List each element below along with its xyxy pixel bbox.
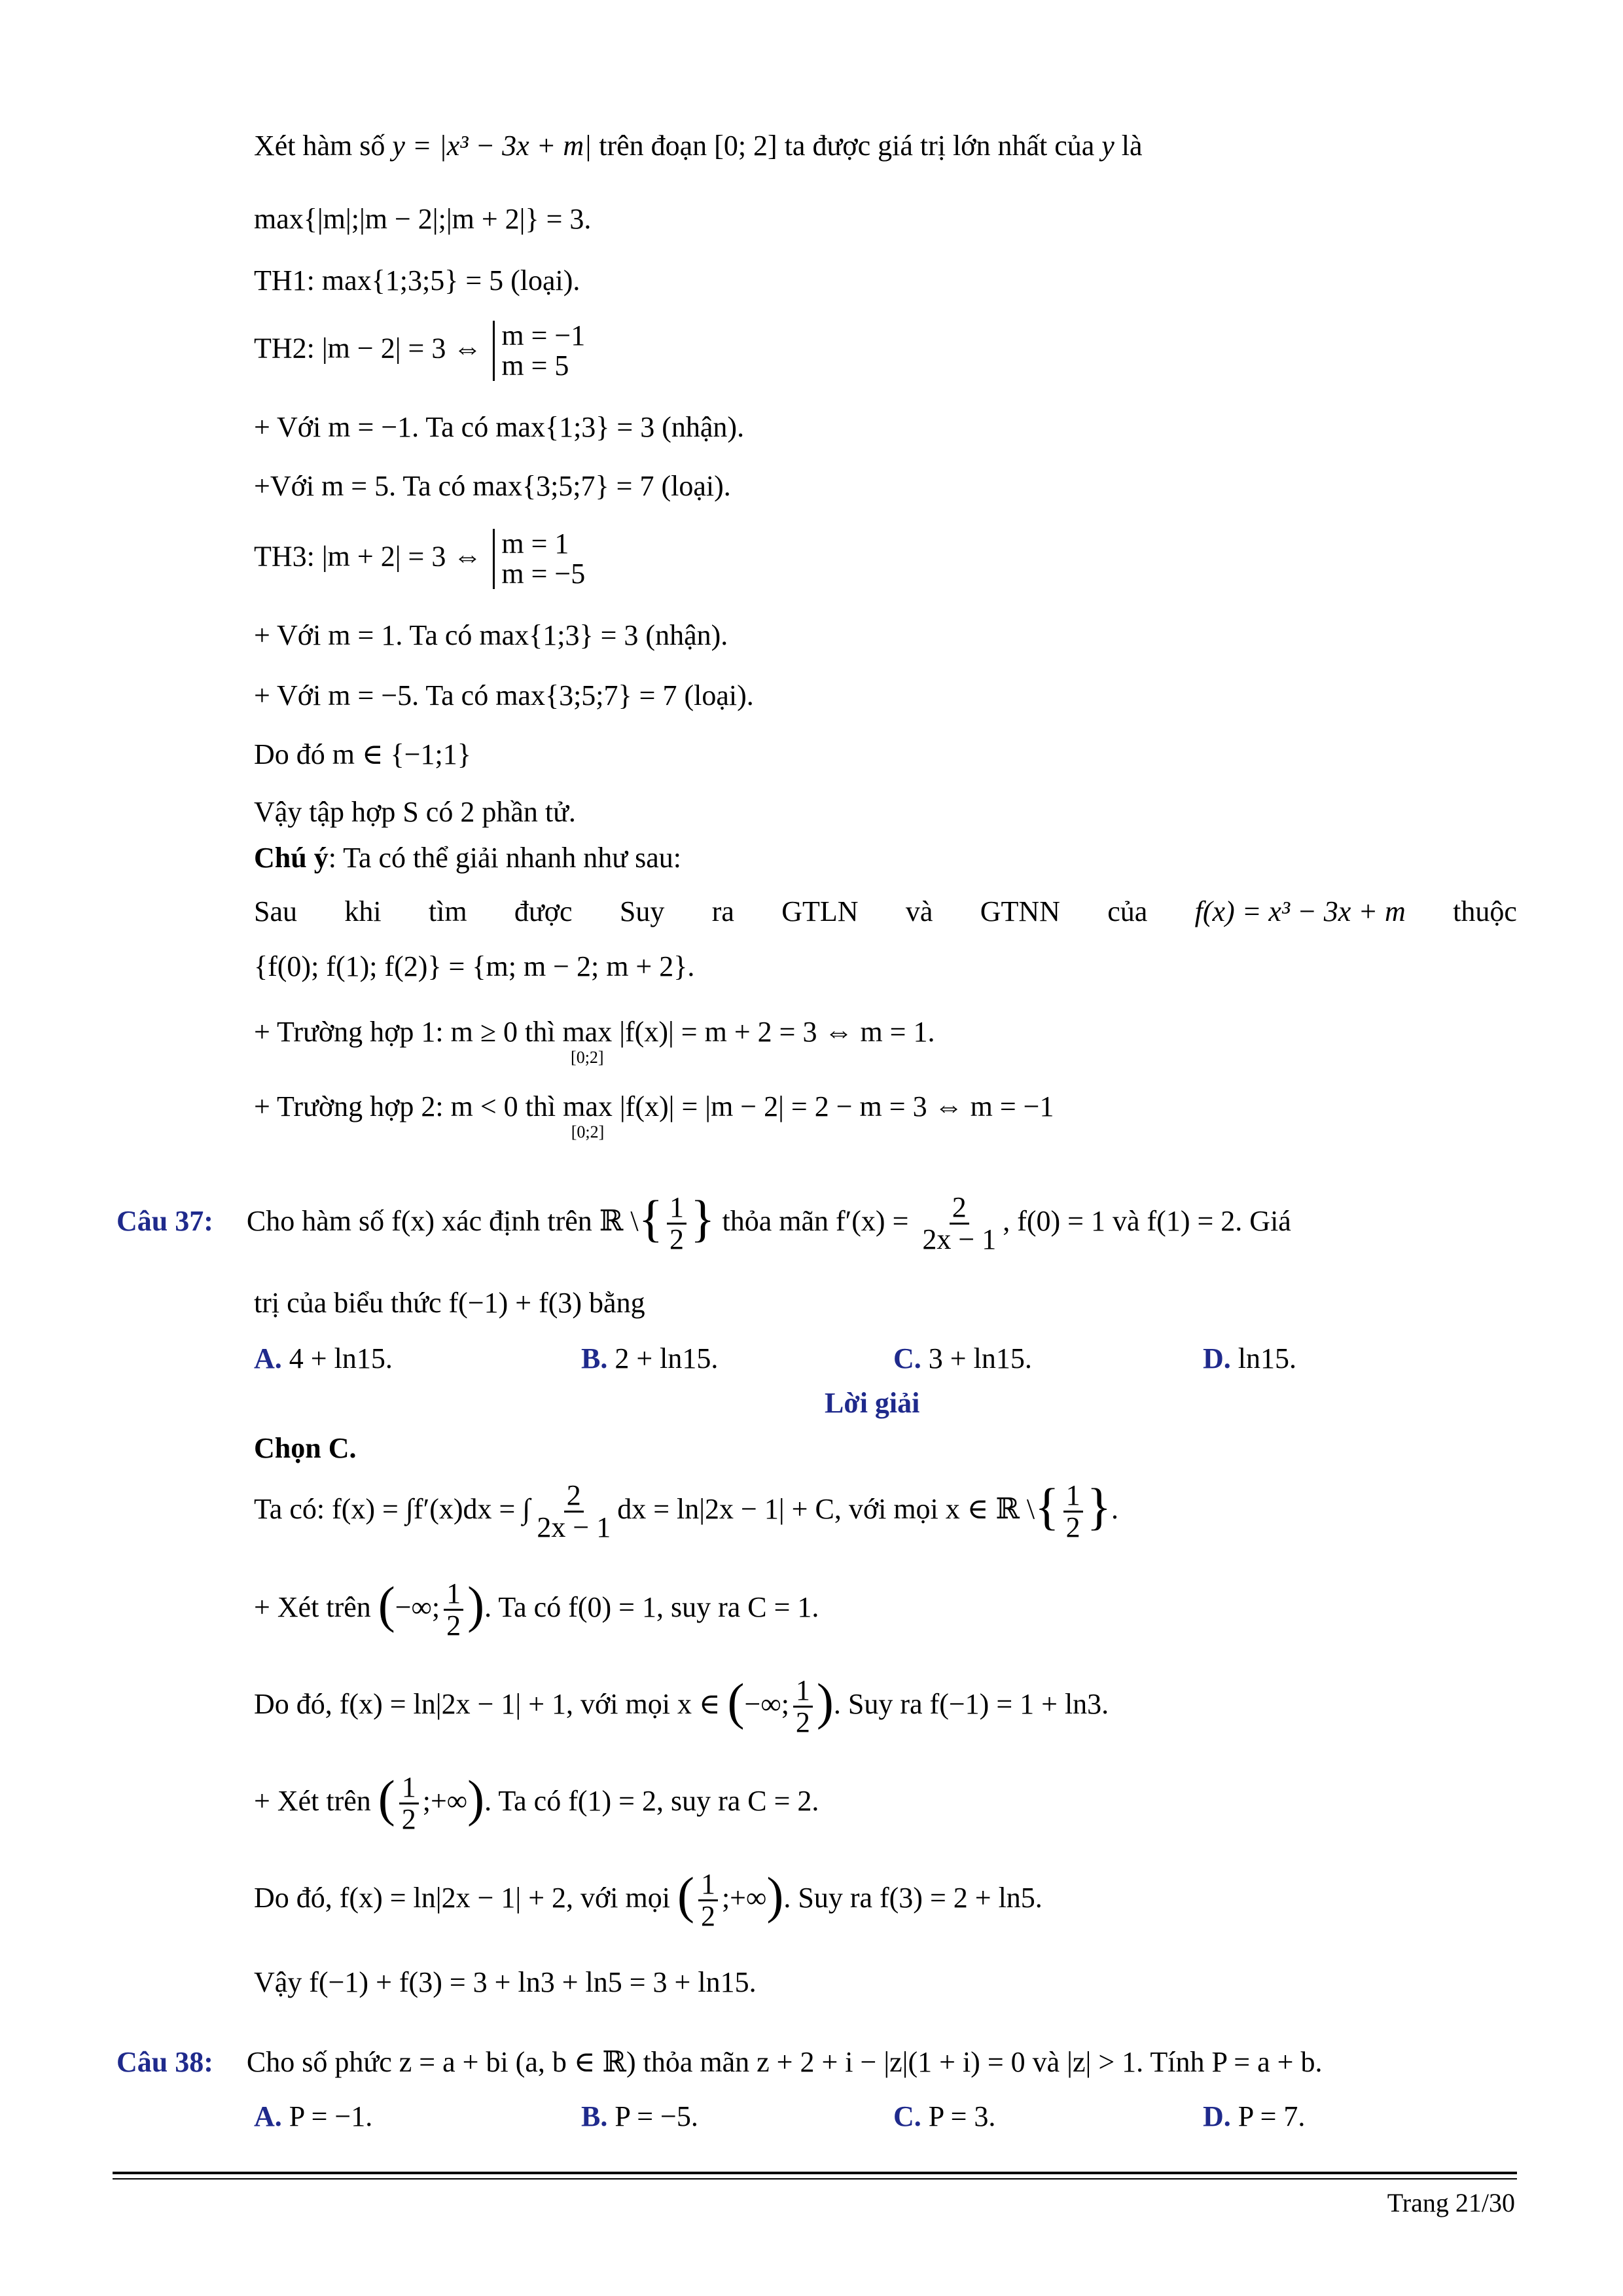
footer-rule — [113, 2172, 1517, 2174]
solution-line-2: max{|m|;|m − 2|;|m + 2|} = 3. — [254, 203, 592, 235]
max-subscript: [0;2] — [571, 1122, 605, 1141]
option-letter: A. — [254, 1342, 282, 1374]
text-fragment: TH2: |m − 2| = 3 ⇔ — [254, 332, 482, 365]
note-text: : Ta có thể giải nhanh như sau: — [328, 842, 681, 874]
math-function: y = |x³ − 3x + m| — [392, 130, 592, 162]
numerator: 1 — [444, 1579, 463, 1611]
q37-option-a[interactable] — [254, 1342, 393, 1375]
fraction-half — [667, 1193, 687, 1255]
question-37-line-1 — [116, 1189, 1291, 1256]
case-th2 — [254, 321, 585, 381]
paren-open: ( — [727, 1672, 745, 1730]
numerator: 1 — [793, 1676, 813, 1708]
case-2-line — [254, 1090, 1054, 1141]
case-option: m = 1 — [501, 528, 569, 560]
option-text: P = 7. — [1238, 2100, 1306, 2132]
text-fragment: + Xét trên — [254, 1784, 371, 1817]
text-fragment: Ta có: f(x) = ∫f′(x)dx = ∫ — [254, 1492, 531, 1525]
solution-title: Lời giải — [825, 1387, 920, 1419]
numerator: 2 — [564, 1480, 584, 1513]
q38-option-d[interactable] — [1203, 2100, 1305, 2133]
brace-close: } — [1086, 1477, 1112, 1535]
interval-part: −∞; — [744, 1687, 789, 1720]
denominator: 2 — [446, 1609, 461, 1642]
word: tìm — [428, 895, 467, 927]
option-letter: C. — [893, 1342, 921, 1374]
solution-step-1: Ta có: f(x) = ∫f′(x)dx = ∫ $\frac{2}{2x - 1}$ dx = ln|2x − 1| + C, với mọi x ∈ ℝ \{ $\frac{1}{2}$ }. — [254, 1477, 1119, 1544]
option-letter: B. — [581, 1342, 608, 1374]
case-th3-result-2: + Với m = −5. Ta có max{3;5;7} = 7 (loại). — [254, 679, 754, 711]
option-letter: C. — [893, 2100, 921, 2132]
fraction-half — [1063, 1480, 1083, 1543]
q37-option-d[interactable] — [1203, 1342, 1296, 1375]
word: và — [905, 895, 933, 927]
denominator: 2 — [401, 1803, 416, 1836]
text-fragment: Xét hàm số — [254, 130, 385, 162]
text-fragment: |f(x)| = |m − 2| = 2 − m = 3 ⇔ m = −1 — [619, 1090, 1054, 1122]
text-fragment: TH3: |m + 2| = 3 ⇔ — [254, 540, 482, 573]
max-label: max — [563, 1090, 613, 1122]
option-text: 4 + ln15. — [289, 1342, 393, 1374]
text-fragment: . Suy ra f(3) = 2 + ln5. — [783, 1881, 1043, 1914]
text-fragment: + Trường hợp 1: m ≥ 0 thì — [254, 1016, 556, 1048]
text-fragment: thỏa mãn f′(x) = — [722, 1204, 909, 1237]
denominator: 2 — [669, 1223, 685, 1256]
q37-option-c[interactable] — [893, 1342, 1032, 1375]
text-fragment: , f(0) = 1 và f(1) = 2. Giá — [1003, 1204, 1291, 1237]
question-text: Cho số phức z = a + bi (a, b ∈ ℝ) thỏa mãn z + 2 + i − |z|(1 + i) = 0 và |z| > 1. Tính P = a + b. — [246, 2046, 1323, 2078]
case-th2-result-2: +Với m = 5. Ta có max{3;5;7} = 7 (loại). — [254, 470, 731, 502]
q38-option-b[interactable] — [581, 2100, 698, 2133]
solution-line-1 — [254, 130, 1143, 163]
interval-part: −∞; — [395, 1590, 440, 1623]
footer-rule-thin — [113, 2178, 1517, 2179]
paren-close: ) — [816, 1672, 834, 1730]
word: Suy — [619, 895, 665, 927]
fraction-half — [444, 1579, 463, 1641]
q38-option-a[interactable] — [254, 2100, 372, 2133]
text-fragment: |f(x)| = m + 2 = 3 ⇔ m = 1. — [619, 1016, 935, 1048]
solution-final: Vậy f(−1) + f(3) = 3 + ln3 + ln5 = 3 + ln15. — [254, 1966, 757, 1998]
math-function: f(x) = x³ − 3x + m — [1194, 895, 1406, 927]
max-operator — [562, 1016, 612, 1066]
case-th2-result-1: + Với m = −1. Ta có max{1;3} = 3 (nhận). — [254, 411, 745, 443]
option-letter: D. — [1203, 2100, 1231, 2132]
paren-close: ) — [467, 1575, 485, 1633]
question-label: Câu 37: — [116, 1204, 213, 1237]
interval-part: ;+∞ — [721, 1881, 767, 1914]
brace-open: { — [1035, 1477, 1060, 1535]
note-heading — [254, 842, 681, 875]
fraction-derivative — [919, 1193, 999, 1255]
paren-close: ) — [467, 1769, 485, 1827]
question-label: Câu 38: — [116, 2046, 213, 2078]
math-interval: [0; 2] — [714, 130, 777, 162]
fraction-half — [399, 1772, 419, 1835]
question-38-line-1 — [116, 2046, 1322, 2079]
word: thuộc — [1453, 895, 1517, 927]
solution-step-3 — [254, 1672, 1109, 1739]
text-fragment: . Suy ra f(−1) = 1 + ln3. — [833, 1687, 1109, 1720]
text-fragment: . Ta có f(1) = 2, suy ra C = 2. — [484, 1784, 819, 1817]
case-bracket — [493, 321, 585, 381]
case-option: m = −1 — [501, 319, 586, 351]
conclusion-line: Vậy tập hợp S có 2 phần tử. — [254, 796, 576, 828]
denominator: 2 — [700, 1900, 715, 1933]
numerator: 1 — [698, 1869, 718, 1901]
note-line — [254, 895, 1517, 929]
question-37-line-2: trị của biểu thức f(−1) + f(3) bằng — [254, 1287, 645, 1319]
paren-open: ( — [677, 1866, 694, 1924]
option-text: 2 + ln15. — [615, 1342, 719, 1374]
case-option: m = 5 — [501, 350, 569, 382]
option-text: P = −5. — [615, 2100, 698, 2132]
word: của — [1107, 895, 1148, 927]
math-var: y — [1101, 130, 1115, 162]
option-letter: B. — [581, 2100, 608, 2132]
text-fragment: Do đó, f(x) = ln|2x − 1| + 1, với mọi x ∈ — [254, 1687, 721, 1720]
numerator: 2 — [950, 1193, 969, 1225]
brace-close: } — [690, 1189, 715, 1247]
case-1-line — [254, 1016, 935, 1066]
paren-open: ( — [378, 1769, 395, 1827]
choose-answer: Chọn C. — [254, 1432, 357, 1464]
case-th3-result-1: + Với m = 1. Ta có max{1;3} = 3 (nhận). — [254, 619, 728, 651]
numerator: 1 — [667, 1193, 687, 1225]
note-set: {f(0); f(1); f(2)} = {m; m − 2; m + 2}. — [254, 950, 695, 982]
denominator: 2 — [1065, 1511, 1080, 1544]
case-th3 — [254, 529, 585, 589]
q38-option-c[interactable] — [893, 2100, 995, 2133]
word: được — [514, 895, 573, 927]
text-fragment: . Ta có f(0) = 1, suy ra C = 1. — [484, 1590, 819, 1623]
word: Sau — [254, 895, 297, 927]
option-letter: A. — [254, 2100, 282, 2132]
fraction-integrand — [534, 1480, 613, 1543]
max-operator — [563, 1090, 613, 1141]
fraction-half — [793, 1676, 813, 1738]
word: ra — [711, 895, 734, 927]
note-label: Chú ý — [254, 842, 329, 874]
text-fragment: dx = ln|2x − 1| + C, với mọi x ∈ ℝ \ — [617, 1492, 1035, 1525]
option-text: P = −1. — [289, 2100, 373, 2132]
case-option: m = −5 — [501, 558, 586, 590]
numerator: 1 — [1063, 1480, 1083, 1513]
brace-open: { — [638, 1189, 664, 1247]
text-fragment: ta được giá trị lớn nhất của — [784, 130, 1095, 162]
fraction-half — [698, 1869, 718, 1931]
text-fragment: Cho hàm số f(x) xác định trên ℝ \ — [246, 1204, 639, 1237]
option-letter: D. — [1203, 1342, 1231, 1374]
option-text: 3 + ln15. — [928, 1342, 1032, 1374]
word: GTLN — [781, 895, 859, 927]
interval-part: ;+∞ — [422, 1784, 468, 1817]
denominator: 2 — [795, 1706, 810, 1739]
option-text: ln15. — [1238, 1342, 1297, 1374]
max-subscript: [0;2] — [571, 1047, 604, 1067]
option-text: P = 3. — [928, 2100, 996, 2132]
word: khi — [344, 895, 382, 927]
text-fragment: + Trường hợp 2: m < 0 thì — [254, 1090, 556, 1122]
paren-close: ) — [766, 1866, 784, 1924]
paren-open: ( — [378, 1575, 395, 1633]
solution-step-2 — [254, 1575, 819, 1642]
max-label: max — [562, 1016, 613, 1048]
text-fragment: trên đoạn — [599, 130, 707, 162]
solution-step-4 — [254, 1769, 819, 1836]
word: GTNN — [980, 895, 1060, 927]
text-fragment: là — [1121, 130, 1143, 162]
q37-option-b[interactable] — [581, 1342, 718, 1375]
text-fragment: Do đó, f(x) = ln|2x − 1| + 2, với mọi — [254, 1881, 670, 1914]
numerator: 1 — [399, 1772, 419, 1804]
page-number: Trang 21/30 — [1387, 2188, 1515, 2217]
denominator: 2x − 1 — [922, 1223, 997, 1256]
solution-step-5 — [254, 1866, 1043, 1933]
case-bracket — [493, 529, 585, 589]
case-th1: TH1: max{1;3;5} = 5 (loại). — [254, 264, 580, 296]
text-fragment: + Xét trên — [254, 1590, 371, 1623]
denominator: 2x − 1 — [537, 1511, 611, 1544]
conclusion-line: Do đó m ∈ {−1;1} — [254, 738, 471, 770]
